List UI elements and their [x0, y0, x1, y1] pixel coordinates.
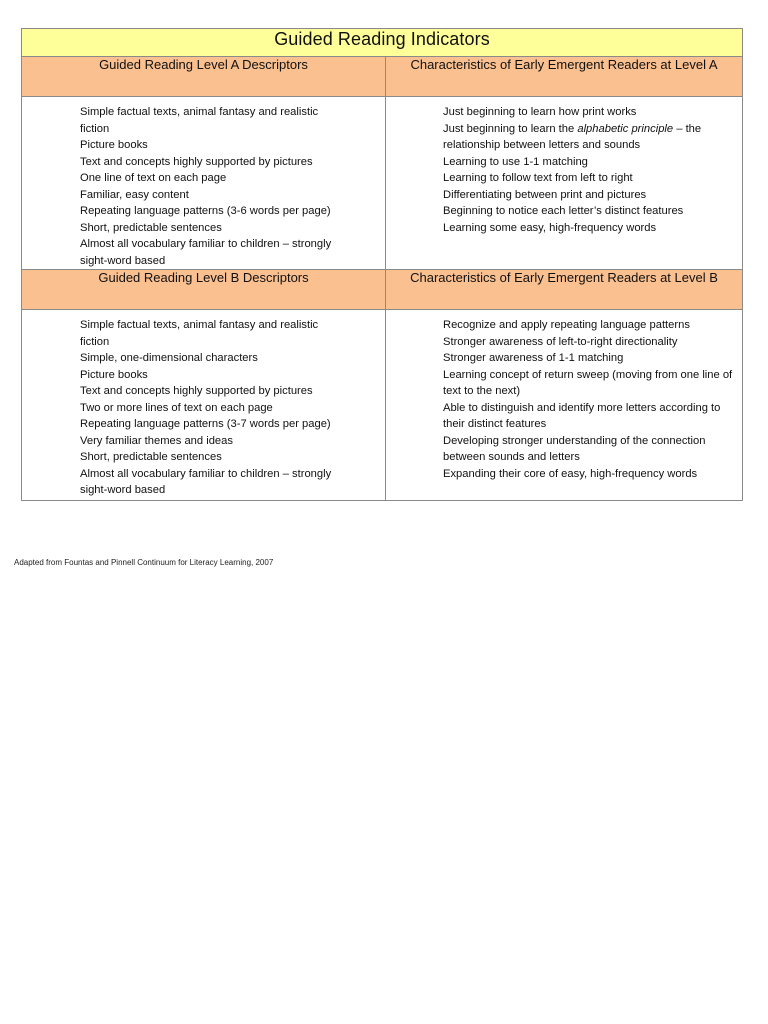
level-b-descriptors-header: Guided Reading Level B Descriptors [22, 270, 386, 310]
list-item: Stronger awareness of left-to-right directionality [443, 335, 678, 348]
list-item: Recognize and apply repeating language patterns [443, 319, 690, 331]
level-a-descriptors-list [22, 104, 385, 269]
list-item: Familiar, easy content [80, 188, 189, 201]
list-item: Just beginning to learn how print works [443, 106, 637, 118]
list-item: Text and concepts highly supported by pictures [80, 385, 313, 397]
list-item: Almost all vocabulary familiar to children – strongly sight-word based [80, 238, 332, 267]
level-a-characteristics-list [386, 104, 742, 236]
list-item: Very familiar themes and ideas [80, 434, 233, 447]
level-a-descriptors-header: Guided Reading Level A Descriptors [22, 57, 386, 97]
list-item-text: – the relationship between letters and sounds [443, 122, 702, 151]
list-item: Short, predictable sentences [80, 451, 222, 463]
level-b-characteristics-header: Characteristics of Early Emergent Readers at Level B [386, 270, 743, 310]
list-item: Simple factual texts, animal fantasy and realistic fiction [80, 106, 319, 135]
emphasized-term: alphabetic principle [577, 122, 674, 135]
list-item: Repeating language patterns (3-6 words per page) [80, 205, 331, 217]
list-item: Picture books [80, 139, 148, 151]
source-citation: Adapted from Fountas and Pinnell Continuum for Literacy Learning, 2007 [14, 558, 274, 567]
list-item: Simple factual texts, animal fantasy and realistic fiction [80, 319, 319, 348]
guided-reading-table [21, 28, 743, 501]
list-item: Beginning to notice each letter’s distinct features [443, 205, 684, 217]
list-item: Able to distinguish and identify more letters according to their distinct features [443, 401, 721, 430]
list-item: Almost all vocabulary familiar to children – strongly sight-word based [80, 467, 332, 496]
list-item: Two or more lines of text on each page [80, 401, 273, 414]
list-item: Text and concepts highly supported by pictures [80, 155, 313, 168]
level-b-descriptors-list [22, 317, 385, 499]
level-a-characteristics-cell [386, 97, 743, 270]
list-item: Stronger awareness of 1-1 matching [443, 352, 624, 364]
level-b-characteristics-cell [386, 310, 743, 501]
level-b-descriptors-cell [22, 310, 386, 501]
list-item [443, 121, 742, 154]
level-b-characteristics-list [386, 317, 742, 482]
list-item: Learning to follow text from left to right [443, 172, 633, 184]
list-item: Learning to use 1-1 matching [443, 155, 588, 168]
level-a-characteristics-header: Characteristics of Early Emergent Readers at Level A [386, 57, 743, 97]
list-item: Repeating language patterns (3-7 words per page) [80, 418, 331, 430]
list-item: Developing stronger understanding of the connection between sounds and letters [443, 434, 706, 463]
list-item: Learning concept of return sweep (moving from one line of text to the next) [443, 368, 733, 397]
list-item: Picture books [80, 368, 148, 381]
list-item: Simple, one-dimensional characters [80, 352, 258, 364]
list-item: Learning some easy, high-frequency words [443, 221, 657, 234]
list-item-text: Just beginning to learn the [443, 122, 578, 135]
list-item: One line of text on each page [80, 172, 227, 184]
list-item: Differentiating between print and pictures [443, 188, 647, 201]
table-title: Guided Reading Indicators [22, 29, 743, 57]
list-item: Short, predictable sentences [80, 221, 222, 234]
list-item: Expanding their core of easy, high-frequency words [443, 467, 698, 480]
level-a-descriptors-cell [22, 97, 386, 270]
